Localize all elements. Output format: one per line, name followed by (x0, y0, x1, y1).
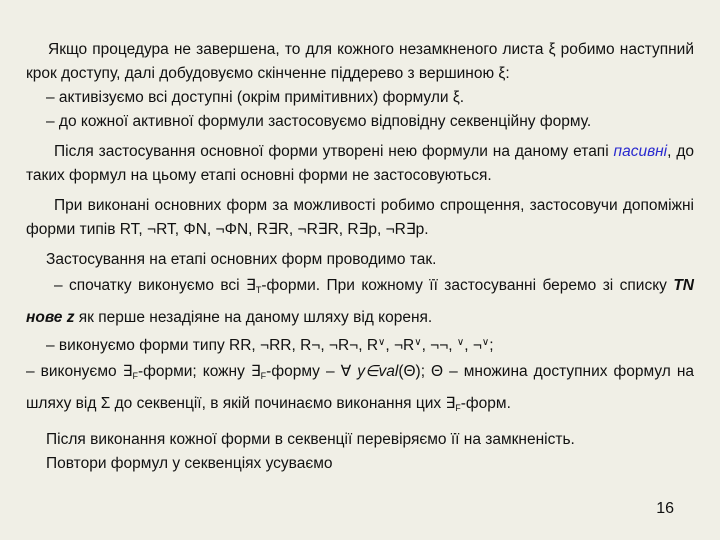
bullet-exists-t (26, 272, 694, 331)
tn-new-z: TN нове z (26, 277, 694, 326)
rr-text-d: , ¬ (464, 337, 482, 354)
page-number: 16 (656, 500, 674, 517)
exists-t-text-d: як перше незадіяне на даному шляху від кореня. (74, 309, 433, 326)
bullet-exists-f (26, 358, 694, 422)
exists-f-text-f: -форм. (460, 395, 511, 412)
rr-text-b: , ¬R (385, 337, 415, 354)
paragraph-closure-check: Після виконання кожної форми в секвенції перевіряємо її на замкненість. (46, 431, 575, 448)
bullet-rr-forms (26, 331, 694, 358)
exists-f-text-e: (Θ); Θ – множина доступних формул на шляху від Σ до секвенції, в якій починаємо виконання цих ∃ (26, 363, 694, 412)
exists-f-text-a: – виконуємо ∃ (26, 363, 133, 380)
passive-text-a: Після застосування основної форми утворені нею формули на даному етапі (54, 143, 614, 160)
rr-sup-3: ∨ (456, 337, 465, 348)
rr-sup-4: ∨ (481, 337, 490, 348)
exists-f-sub-1: F (132, 371, 138, 381)
rr-text-a: – виконуємо форми типу RR, ¬RR, R¬, ¬R¬, R (46, 337, 379, 354)
exists-t-text-a: – спочатку виконуємо всі ∃ (54, 277, 256, 294)
paragraph-application: Застосування на етапі основних форм проводимо так. (46, 251, 437, 268)
passive-term: пасивні (613, 143, 668, 160)
paragraph-passive (26, 140, 694, 188)
rr-sup-2: ∨ (414, 337, 422, 348)
paragraph-repeats: Повтори формул у секвенціях усуваємо (46, 455, 333, 472)
exists-f-val: y∈val (357, 363, 399, 380)
rr-text-c: , ¬¬, (421, 337, 457, 354)
exists-t-sub: T (255, 285, 262, 295)
exists-f-sub-3: F (455, 403, 461, 413)
bullet-activate: – активізуємо всі доступні (окрім примітивних) формули ξ. (46, 89, 465, 106)
passive-text-c: , до таких формул на цьому етапі основні форми не застосовуються. (26, 143, 694, 184)
paragraph-leaf-step: Якщо процедура не завершена, то для кожного незамкненого листа ξ робимо наступний крок доступу, далі добудовуємо скінченне піддерево з вершиною ξ: (26, 41, 694, 82)
paragraph-simplification: При виконані основних форм за можливості робимо спрощення, застосовучи допоміжні форми типів RT, ¬RT, ΦN, ¬ΦN, R∃R, ¬R∃R, R∃p, ¬R∃p. (26, 197, 694, 238)
exists-f-text-b: -форми; кожну ∃ (137, 363, 261, 380)
rr-text-e: ; (489, 337, 494, 354)
exists-f-text-c: -форму – ∀ (266, 363, 358, 380)
exists-f-sub-2: F (260, 371, 267, 381)
exists-t-text-b: -форми. При кожному її застосуванні беремо зі списку (261, 277, 674, 294)
rr-sup-1: ∨ (378, 337, 386, 348)
bullet-apply-form: – до кожної активної формули застосовуємо відповідну секвенційну форму. (46, 113, 592, 130)
slide-content (26, 38, 694, 476)
